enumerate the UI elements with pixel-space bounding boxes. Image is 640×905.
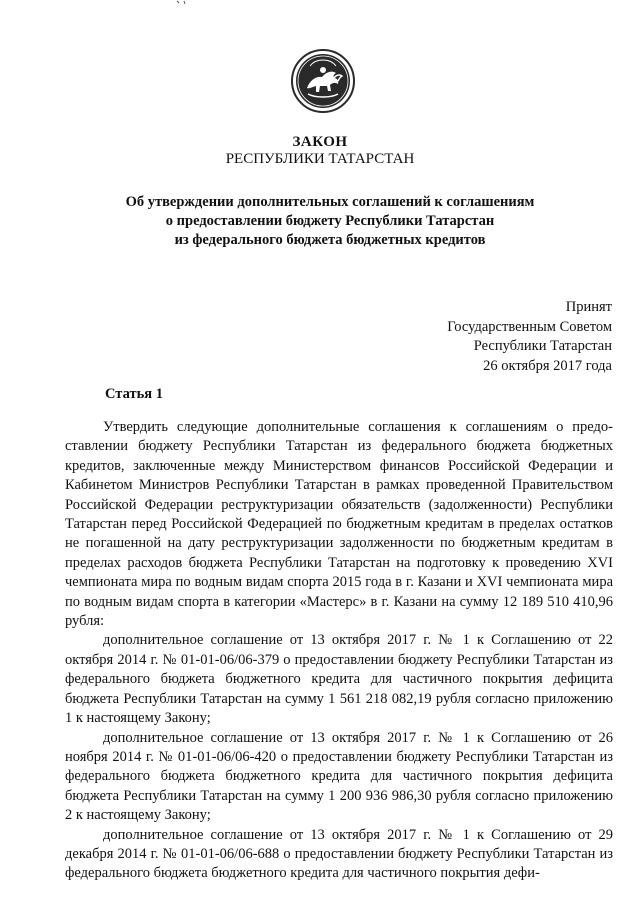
article-paragraph: дополнительное соглашение от 13 октября 2017 г. № 1 к Соглашению от 26 ноября 2014 г. № 01-01-06/06-420 о предоставлении бюджету Республики Татарстан из федерального бюджета бюджетного кредита для частичного покрытия дефицита бюджета Республики Татарстан на сумму 1 200 936 986,30 рубля согласно приложению 2 к настоящему Закону; bbox=[65, 729, 613, 824]
adoption-line: Государственным Советом bbox=[447, 318, 612, 335]
article-paragraph: дополнительное соглашение от 13 октября 2017 г. № 1 к Соглашению от 29 декабря 2014 г. № 01-01-06/06-688 о предоставлении бюджету Республики Татарстан из федерального бюджета бюджетного кредита для частичного покрытия дефи- bbox=[65, 826, 613, 882]
article-title: Статья 1 bbox=[105, 386, 163, 402]
subject-line: Об утверждении дополнительных соглашений к соглашениям bbox=[125, 194, 535, 210]
adoption-line: Принят bbox=[565, 299, 612, 315]
subject-line: о предоставлении бюджету Республики Татарстан bbox=[165, 213, 495, 229]
adoption-block bbox=[352, 298, 612, 376]
adoption-date: 26 октября 2017 года bbox=[483, 357, 612, 374]
subject-line: из федерального бюджета бюджетных кредитов bbox=[174, 232, 486, 248]
law-subject bbox=[100, 193, 560, 250]
article-body bbox=[65, 418, 613, 884]
article-paragraph: дополнительное соглашение от 13 октября 2017 г. № 1 к Соглашению от 22 октября 2014 г. № 01-01-06/06-379 о предоставлении бюджету Республики Татарстан из федерального бюджета бюджетного кредита для частичного покрытия дефицита бюджета Республики Татарстан на сумму 1 561 218 082,19 рубля согласно приложению 1 к настоящему Закону; bbox=[65, 632, 613, 727]
article-paragraph: Утвердить следующие дополнительные соглашения к соглашениям о предоставлении бюджету Республики Татарстан из федерального бюджета бюджетных кредитов, заключенные между Министерством финансов Российской Федерации и Кабинетом Министров Республики Татарстан в рамках проведенной Правительством Российской Федерации реструктуризации обязательств (задолженности) Республики Татарстан перед Российской Федерацией по бюджетным кредитам в пределах остатков не погашенной на дату реструктуризации задолженности по бюджетным кредитам в пределах расходов бюджета Республики Татарстан на подготовку к проведению XVI чемпионата мира по водным видам спорта 2015 года в г. Казани и XVI чемпионата мира по водным видам спорта в категории «Мастерс» в г. Казани на сумму 12 189 510 410,96 рубля: bbox=[65, 419, 613, 630]
coat-of-arms-of-tatarstan-icon bbox=[290, 48, 356, 114]
republic-heading: РЕСПУБЛИКИ ТАТАРСТАН bbox=[225, 151, 415, 167]
scan-artifact-icon bbox=[176, 0, 188, 6]
law-heading: ЗАКОН bbox=[292, 134, 348, 150]
adoption-line: Республики Татарстан bbox=[473, 338, 612, 354]
